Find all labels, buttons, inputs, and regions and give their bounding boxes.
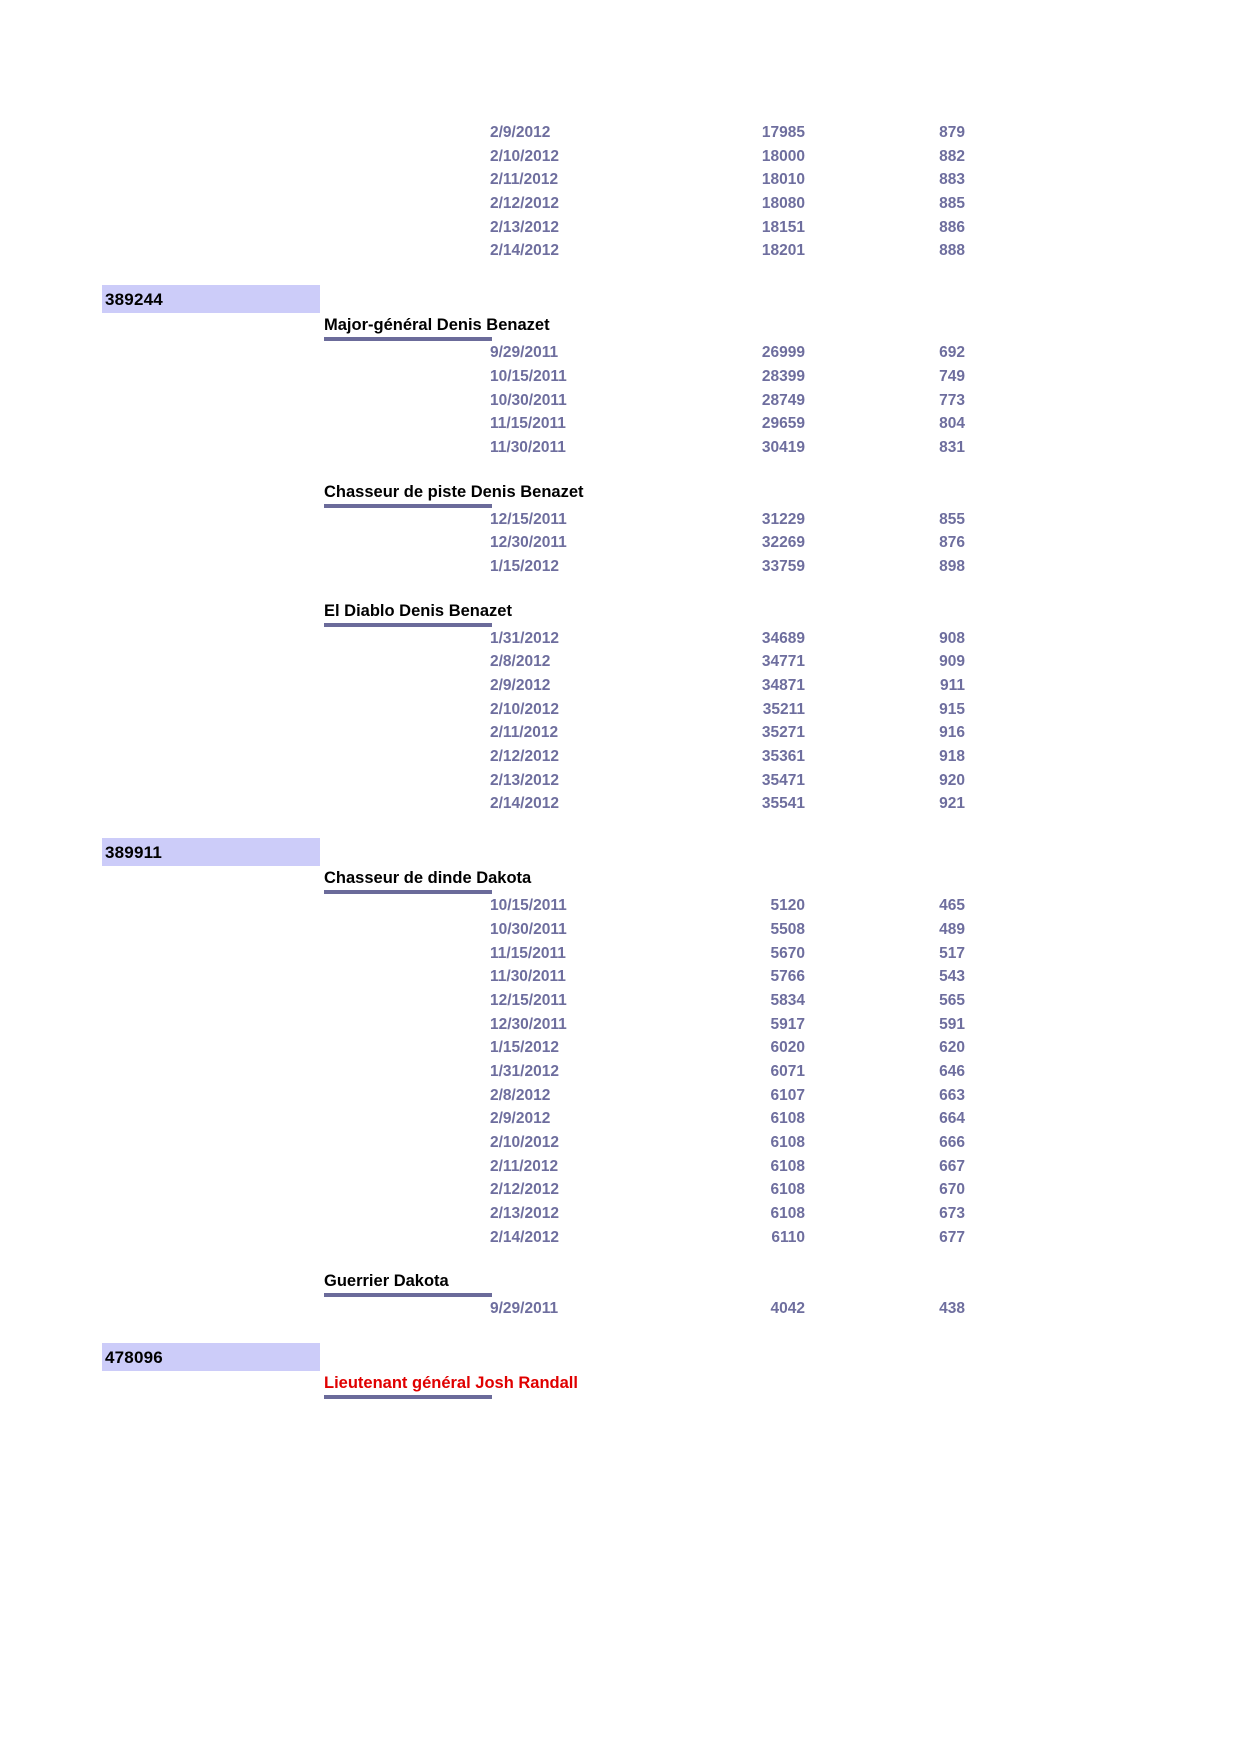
- row-value-secondary: 489: [939, 920, 965, 938]
- report-group: [0, 838, 1241, 1321]
- section-rows: [0, 627, 1241, 817]
- row-value-primary: 18151: [761, 218, 805, 236]
- row-date: 12/30/2011: [490, 1015, 567, 1033]
- row-value-secondary: 886: [939, 218, 965, 236]
- row-value-secondary: 804: [939, 415, 965, 433]
- table-row: [0, 1131, 1241, 1155]
- row-value-primary: 18080: [761, 195, 805, 213]
- row-value-primary: 26999: [761, 344, 805, 362]
- row-value-secondary: 646: [939, 1062, 965, 1080]
- row-date: 2/11/2012: [490, 171, 559, 189]
- row-value-secondary: 916: [939, 724, 965, 742]
- row-date: 10/15/2011: [490, 367, 567, 385]
- table-row: [0, 627, 1241, 651]
- report-group: [0, 1343, 1241, 1399]
- section-title: El Diablo Denis Benazet: [324, 601, 512, 620]
- section-header: [324, 1371, 1241, 1399]
- table-row: [0, 894, 1241, 918]
- row-value-primary: 6020: [770, 1039, 805, 1057]
- table-row: [0, 412, 1241, 436]
- row-date: 11/15/2011: [490, 415, 566, 433]
- group-spacer: [0, 263, 1241, 285]
- table-row: [0, 1202, 1241, 1226]
- section-title: Major-général Denis Benazet: [324, 316, 550, 335]
- row-date: 2/14/2012: [490, 242, 559, 260]
- row-value-secondary: 666: [939, 1134, 965, 1151]
- table-row: [0, 216, 1241, 240]
- continued-rows: [0, 121, 1241, 263]
- table-row: [0, 192, 1241, 216]
- row-value-secondary: 543: [939, 968, 965, 986]
- row-value-primary: 35471: [761, 771, 805, 789]
- section-header: [324, 1269, 1241, 1297]
- row-date: 10/30/2011: [490, 391, 567, 409]
- report-section: [0, 599, 1241, 817]
- table-row: [0, 745, 1241, 769]
- table-row: [0, 769, 1241, 793]
- row-value-primary: 6071: [770, 1062, 805, 1080]
- row-date: 10/30/2011: [490, 920, 567, 938]
- row-value-secondary: 438: [939, 1300, 965, 1318]
- row-date: 2/9/2012: [490, 677, 551, 694]
- row-date: 1/31/2012: [490, 629, 559, 647]
- row-date: 12/30/2011: [490, 534, 567, 552]
- row-value-secondary: 883: [939, 171, 965, 189]
- table-row: [0, 1107, 1241, 1131]
- report-section: [0, 1269, 1241, 1321]
- row-value-primary: 34689: [761, 629, 805, 647]
- row-date: 11/30/2011: [490, 968, 566, 986]
- row-value-primary: 35211: [762, 700, 805, 718]
- row-date: 2/13/2012: [490, 1205, 559, 1223]
- row-value-primary: 5508: [770, 920, 805, 938]
- row-value-secondary: 885: [939, 195, 965, 213]
- row-value-secondary: 909: [939, 653, 965, 671]
- row-value-secondary: 921: [939, 795, 965, 813]
- row-date: 2/13/2012: [490, 218, 559, 236]
- table-row: [0, 168, 1241, 192]
- group-id-band: [102, 838, 320, 866]
- row-value-primary: 34771: [761, 653, 805, 671]
- row-value-secondary: 673: [939, 1205, 965, 1223]
- row-value-primary: 6108: [770, 1134, 805, 1151]
- row-value-secondary: 667: [939, 1157, 965, 1175]
- table-row: [0, 721, 1241, 745]
- group-id-band: [102, 285, 320, 313]
- report-section: [0, 1371, 1241, 1399]
- row-value-secondary: 918: [939, 748, 965, 766]
- row-value-primary: 29659: [761, 415, 805, 433]
- group-id-label: 389244: [105, 289, 163, 309]
- row-value-primary: 6108: [770, 1110, 805, 1128]
- report-group: [0, 285, 1241, 816]
- table-row: [0, 965, 1241, 989]
- row-date: 2/11/2012: [490, 1157, 559, 1175]
- table-row: [0, 1084, 1241, 1108]
- group-spacer: [0, 1321, 1241, 1343]
- row-value-primary: 35541: [761, 795, 805, 813]
- row-date: 2/9/2012: [490, 1110, 551, 1128]
- row-value-secondary: 620: [939, 1039, 965, 1057]
- row-value-secondary: 692: [939, 344, 965, 362]
- row-value-secondary: 591: [939, 1015, 965, 1033]
- section-title: Chasseur de piste Denis Benazet: [324, 482, 584, 501]
- table-row: [0, 555, 1241, 579]
- report-section: [0, 480, 1241, 579]
- row-value-secondary: 855: [939, 510, 965, 528]
- row-value-secondary: 898: [939, 557, 965, 575]
- row-value-primary: 17985: [761, 124, 805, 141]
- row-date: 2/12/2012: [490, 195, 559, 213]
- row-value-secondary: 565: [939, 991, 965, 1009]
- row-date: 9/29/2011: [490, 344, 559, 362]
- row-date: 2/14/2012: [490, 1228, 559, 1246]
- section-header: [324, 313, 1241, 341]
- row-value-primary: 28399: [761, 367, 805, 385]
- row-value-secondary: 749: [939, 367, 965, 385]
- section-underline-rule: [324, 1395, 492, 1399]
- table-row: [0, 650, 1241, 674]
- table-row: [0, 918, 1241, 942]
- row-value-primary: 6108: [770, 1205, 805, 1223]
- section-rows: [0, 1297, 1241, 1321]
- table-row: [0, 792, 1241, 816]
- section-rows: [0, 341, 1241, 459]
- row-value-secondary: 670: [939, 1181, 965, 1199]
- group-id-band: [102, 1343, 320, 1371]
- table-row: [0, 1178, 1241, 1202]
- row-value-primary: 6110: [771, 1228, 805, 1246]
- row-value-secondary: 879: [939, 124, 965, 141]
- table-row: [0, 1226, 1241, 1250]
- section-header: [324, 599, 1241, 627]
- row-date: 10/15/2011: [490, 897, 567, 915]
- section-header: [324, 866, 1241, 894]
- section-spacer: [0, 579, 1241, 599]
- row-date: 2/10/2012: [490, 1134, 559, 1151]
- group-id-label: 389911: [105, 842, 162, 862]
- report-section: [0, 313, 1241, 459]
- table-row: [0, 341, 1241, 365]
- row-date: 12/15/2011: [490, 991, 567, 1009]
- row-value-primary: 34871: [761, 677, 805, 694]
- table-row: [0, 531, 1241, 555]
- group-spacer: [0, 816, 1241, 838]
- row-value-secondary: 677: [939, 1228, 965, 1246]
- table-row: [0, 145, 1241, 169]
- row-date: 1/15/2012: [490, 1039, 559, 1057]
- row-value-primary: 4042: [770, 1300, 805, 1318]
- table-row: [0, 365, 1241, 389]
- row-value-primary: 5766: [770, 968, 805, 986]
- section-title: Chasseur de dinde Dakota: [324, 869, 532, 888]
- row-value-primary: 30419: [761, 438, 805, 456]
- section-rows: [0, 894, 1241, 1249]
- row-date: 12/15/2011: [490, 510, 567, 528]
- row-value-secondary: 908: [939, 629, 965, 647]
- section-spacer: [0, 460, 1241, 480]
- row-value-primary: 6108: [770, 1157, 805, 1175]
- report-section: [0, 866, 1241, 1249]
- row-value-primary: 33759: [761, 557, 805, 575]
- table-row: [0, 508, 1241, 532]
- row-date: 2/10/2012: [490, 700, 559, 718]
- table-row: [0, 989, 1241, 1013]
- row-value-primary: 5834: [770, 991, 805, 1009]
- row-date: 1/15/2012: [490, 557, 559, 575]
- group-id-label: 478096: [105, 1347, 163, 1367]
- row-date: 2/11/2012: [490, 724, 559, 742]
- row-value-primary: 5120: [770, 897, 805, 915]
- row-date: 2/10/2012: [490, 147, 559, 165]
- section-header: [324, 480, 1241, 508]
- row-value-primary: 18000: [761, 147, 805, 165]
- row-date: 2/8/2012: [490, 1086, 551, 1104]
- table-row: [0, 698, 1241, 722]
- row-value-secondary: 915: [939, 700, 965, 718]
- section-spacer: [0, 1249, 1241, 1269]
- row-value-secondary: 831: [939, 438, 965, 456]
- table-row: [0, 1155, 1241, 1179]
- row-value-primary: 6107: [770, 1086, 805, 1104]
- row-value-primary: 6108: [770, 1181, 805, 1199]
- table-row: [0, 1036, 1241, 1060]
- row-value-secondary: 920: [939, 771, 965, 789]
- section-title: Guerrier Dakota: [324, 1272, 449, 1291]
- row-value-primary: 35361: [761, 748, 805, 766]
- table-row: [0, 1297, 1241, 1321]
- row-date: 11/30/2011: [490, 438, 566, 456]
- row-value-primary: 18201: [761, 242, 805, 260]
- row-date: 11/15/2011: [490, 944, 566, 962]
- table-row: [0, 239, 1241, 263]
- row-value-secondary: 773: [939, 391, 965, 409]
- row-date: 2/9/2012: [490, 124, 551, 141]
- row-date: 2/13/2012: [490, 771, 559, 789]
- row-value-primary: 28749: [761, 391, 805, 409]
- row-value-secondary: 465: [939, 897, 965, 915]
- row-value-primary: 32269: [761, 534, 805, 552]
- table-row: [0, 942, 1241, 966]
- row-value-secondary: 664: [939, 1110, 965, 1128]
- row-value-secondary: 663: [939, 1086, 965, 1104]
- row-value-primary: 18010: [761, 171, 805, 189]
- row-value-secondary: 911: [939, 677, 965, 694]
- row-value-secondary: 888: [939, 242, 965, 260]
- row-date: 2/14/2012: [490, 795, 559, 813]
- section-title: Lieutenant général Josh Randall: [324, 1374, 578, 1393]
- table-row: [0, 1013, 1241, 1037]
- row-date: 1/31/2012: [490, 1062, 559, 1080]
- section-rows: [0, 508, 1241, 579]
- table-row: [0, 674, 1241, 698]
- row-value-primary: 35271: [761, 724, 805, 742]
- row-value-secondary: 876: [939, 534, 965, 552]
- row-date: 2/12/2012: [490, 748, 559, 766]
- row-value-secondary: 517: [939, 944, 965, 962]
- table-row: [0, 389, 1241, 413]
- row-date: 2/12/2012: [490, 1181, 559, 1199]
- row-value-secondary: 882: [939, 147, 965, 165]
- row-value-primary: 5670: [770, 944, 805, 962]
- report-content: [0, 121, 1241, 1399]
- table-row: [0, 121, 1241, 145]
- row-date: 9/29/2011: [490, 1300, 559, 1318]
- row-date: 2/8/2012: [490, 653, 551, 671]
- table-row: [0, 1060, 1241, 1084]
- table-row: [0, 436, 1241, 460]
- row-value-primary: 5917: [770, 1015, 805, 1033]
- row-value-primary: 31229: [761, 510, 805, 528]
